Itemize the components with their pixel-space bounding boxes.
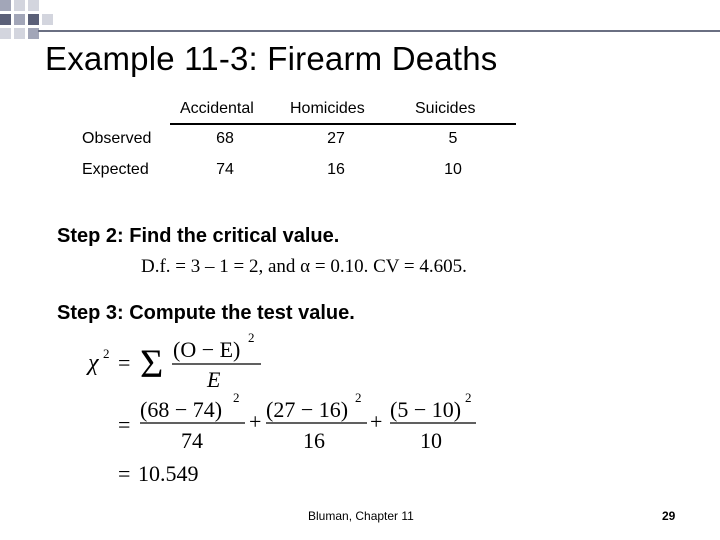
term3-numerator: (5 − 10) — [390, 397, 462, 422]
equals-sign: = — [118, 412, 131, 437]
formula-result: 10.549 — [138, 461, 199, 486]
table-cell: 5 — [448, 130, 458, 147]
chi-square-formula — [85, 330, 485, 490]
deco-square — [28, 0, 39, 11]
general-denominator: E — [207, 367, 221, 392]
step2-detail: D.f. = 3 – 1 = 2, and α = 0.10. CV = 4.605. — [141, 256, 467, 277]
title-rule — [38, 30, 720, 32]
equals-sign: = — [118, 350, 131, 375]
term2-exponent: 2 — [355, 390, 362, 405]
slide-title: Example 11-3: Firearm Deaths — [45, 40, 498, 77]
equals-sign: = — [118, 461, 131, 486]
step3-heading: Step 3: Compute the test value. — [57, 302, 355, 324]
chi-symbol: χ — [88, 350, 99, 376]
page-number: 29 — [662, 509, 676, 523]
table-cell: 68 — [216, 130, 234, 147]
column-header: Suicides — [415, 100, 476, 117]
term3-exponent: 2 — [465, 390, 472, 405]
term2-numerator: (27 − 16) — [266, 397, 349, 422]
general-numerator: (O − E) — [173, 337, 241, 362]
header-rule — [170, 123, 516, 125]
deco-square — [14, 28, 25, 39]
deco-square — [0, 14, 11, 25]
plus-sign: + — [370, 409, 383, 434]
plus-sign: + — [249, 409, 262, 434]
column-header: Accidental — [180, 100, 254, 117]
term2-denominator: 16 — [303, 428, 325, 453]
table-cell: 74 — [216, 161, 234, 178]
table-cell: 16 — [327, 161, 345, 178]
general-exponent: 2 — [248, 330, 255, 345]
table-cell: 10 — [444, 161, 462, 178]
deco-square — [0, 0, 11, 11]
row-label-observed: Observed — [82, 130, 152, 147]
deco-square — [14, 0, 25, 11]
deco-square — [42, 14, 53, 25]
term1-denominator: 74 — [181, 428, 203, 453]
deco-square — [28, 14, 39, 25]
term1-exponent: 2 — [233, 390, 240, 405]
sigma-symbol: Σ — [140, 341, 164, 386]
deco-square — [14, 14, 25, 25]
row-label-expected: Expected — [82, 161, 149, 178]
term1-numerator: (68 − 74) — [140, 397, 223, 422]
step2-heading: Step 2: Find the critical value. — [57, 225, 340, 247]
table-cell: 27 — [327, 130, 345, 147]
term3-denominator: 10 — [420, 428, 442, 453]
footer-text: Bluman, Chapter 11 — [308, 509, 414, 523]
column-header: Homicides — [290, 100, 365, 117]
chi-exponent: 2 — [103, 346, 110, 361]
deco-square — [0, 28, 11, 39]
